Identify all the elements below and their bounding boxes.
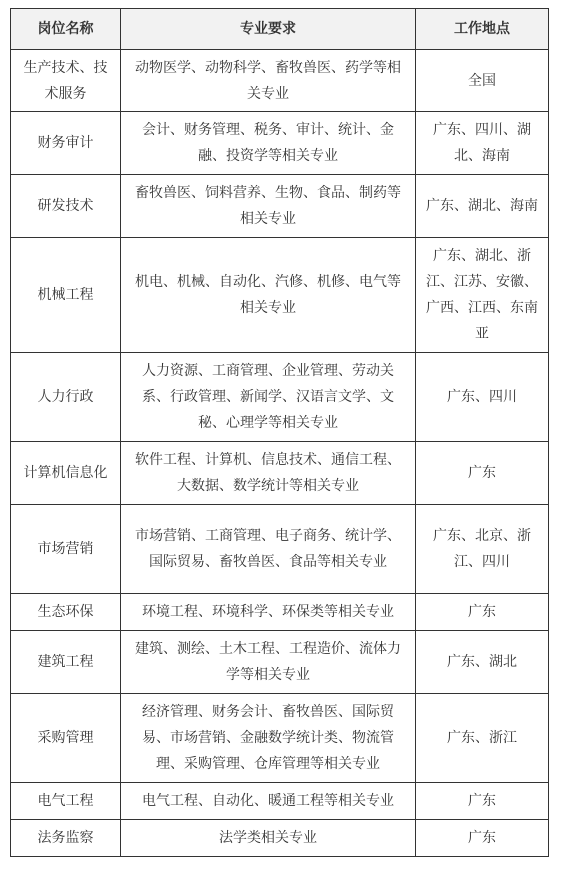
position-cell: 财务审计 (11, 112, 121, 175)
position-cell: 法务监察 (11, 820, 121, 857)
table-row (11, 175, 549, 238)
major-cell: 建筑、测绘、土木工程、工程造价、流体力学等相关专业 (121, 631, 416, 694)
table-row (11, 112, 549, 175)
table-row (11, 820, 549, 857)
position-cell: 采购管理 (11, 694, 121, 783)
table-row (11, 353, 549, 442)
header-row (11, 9, 549, 50)
major-cell: 软件工程、计算机、信息技术、通信工程、大数据、数学统计等相关专业 (121, 442, 416, 505)
header-position: 岗位名称 (11, 9, 121, 50)
location-cell: 广东 (416, 783, 549, 820)
major-cell: 市场营销、工商管理、电子商务、统计学、国际贸易、畜牧兽医、食品等相关专业 (121, 505, 416, 594)
major-cell: 人力资源、工商管理、企业管理、劳动关系、行政管理、新闻学、汉语言文学、文秘、心理学等相关专业 (121, 353, 416, 442)
table-row (11, 50, 549, 112)
job-table (10, 8, 549, 857)
table-row (11, 442, 549, 505)
location-cell: 广东、四川、湖北、海南 (416, 112, 549, 175)
position-cell: 人力行政 (11, 353, 121, 442)
position-cell: 生态环保 (11, 594, 121, 631)
location-cell: 广东、湖北、海南 (416, 175, 549, 238)
major-cell: 畜牧兽医、饲料营养、生物、食品、制药等相关专业 (121, 175, 416, 238)
major-cell: 动物医学、动物科学、畜牧兽医、药学等相关专业 (121, 50, 416, 112)
location-cell: 广东 (416, 442, 549, 505)
table-row (11, 238, 549, 353)
position-cell: 电气工程 (11, 783, 121, 820)
major-cell: 电气工程、自动化、暖通工程等相关专业 (121, 783, 416, 820)
location-cell: 广东、湖北、浙江、江苏、安徽、广西、江西、东南亚 (416, 238, 549, 353)
position-cell: 生产技术、技术服务 (11, 50, 121, 112)
location-cell: 广东、北京、浙江、四川 (416, 505, 549, 594)
position-cell: 机械工程 (11, 238, 121, 353)
position-cell: 市场营销 (11, 505, 121, 594)
major-cell: 机电、机械、自动化、汽修、机修、电气等相关专业 (121, 238, 416, 353)
position-cell: 研发技术 (11, 175, 121, 238)
major-cell: 会计、财务管理、税务、审计、统计、金融、投资学等相关专业 (121, 112, 416, 175)
table-row (11, 694, 549, 783)
location-cell: 全国 (416, 50, 549, 112)
position-cell: 建筑工程 (11, 631, 121, 694)
table-row (11, 594, 549, 631)
major-cell: 经济管理、财务会计、畜牧兽医、国际贸易、市场营销、金融数学统计类、物流管理、采购管理、仓库管理等相关专业 (121, 694, 416, 783)
table-row (11, 631, 549, 694)
position-cell: 计算机信息化 (11, 442, 121, 505)
table-row (11, 783, 549, 820)
location-cell: 广东、湖北 (416, 631, 549, 694)
location-cell: 广东 (416, 820, 549, 857)
major-cell: 法学类相关专业 (121, 820, 416, 857)
table-row (11, 505, 549, 594)
location-cell: 广东 (416, 594, 549, 631)
header-location: 工作地点 (416, 9, 549, 50)
location-cell: 广东、浙江 (416, 694, 549, 783)
major-cell: 环境工程、环境科学、环保类等相关专业 (121, 594, 416, 631)
location-cell: 广东、四川 (416, 353, 549, 442)
header-major: 专业要求 (121, 9, 416, 50)
